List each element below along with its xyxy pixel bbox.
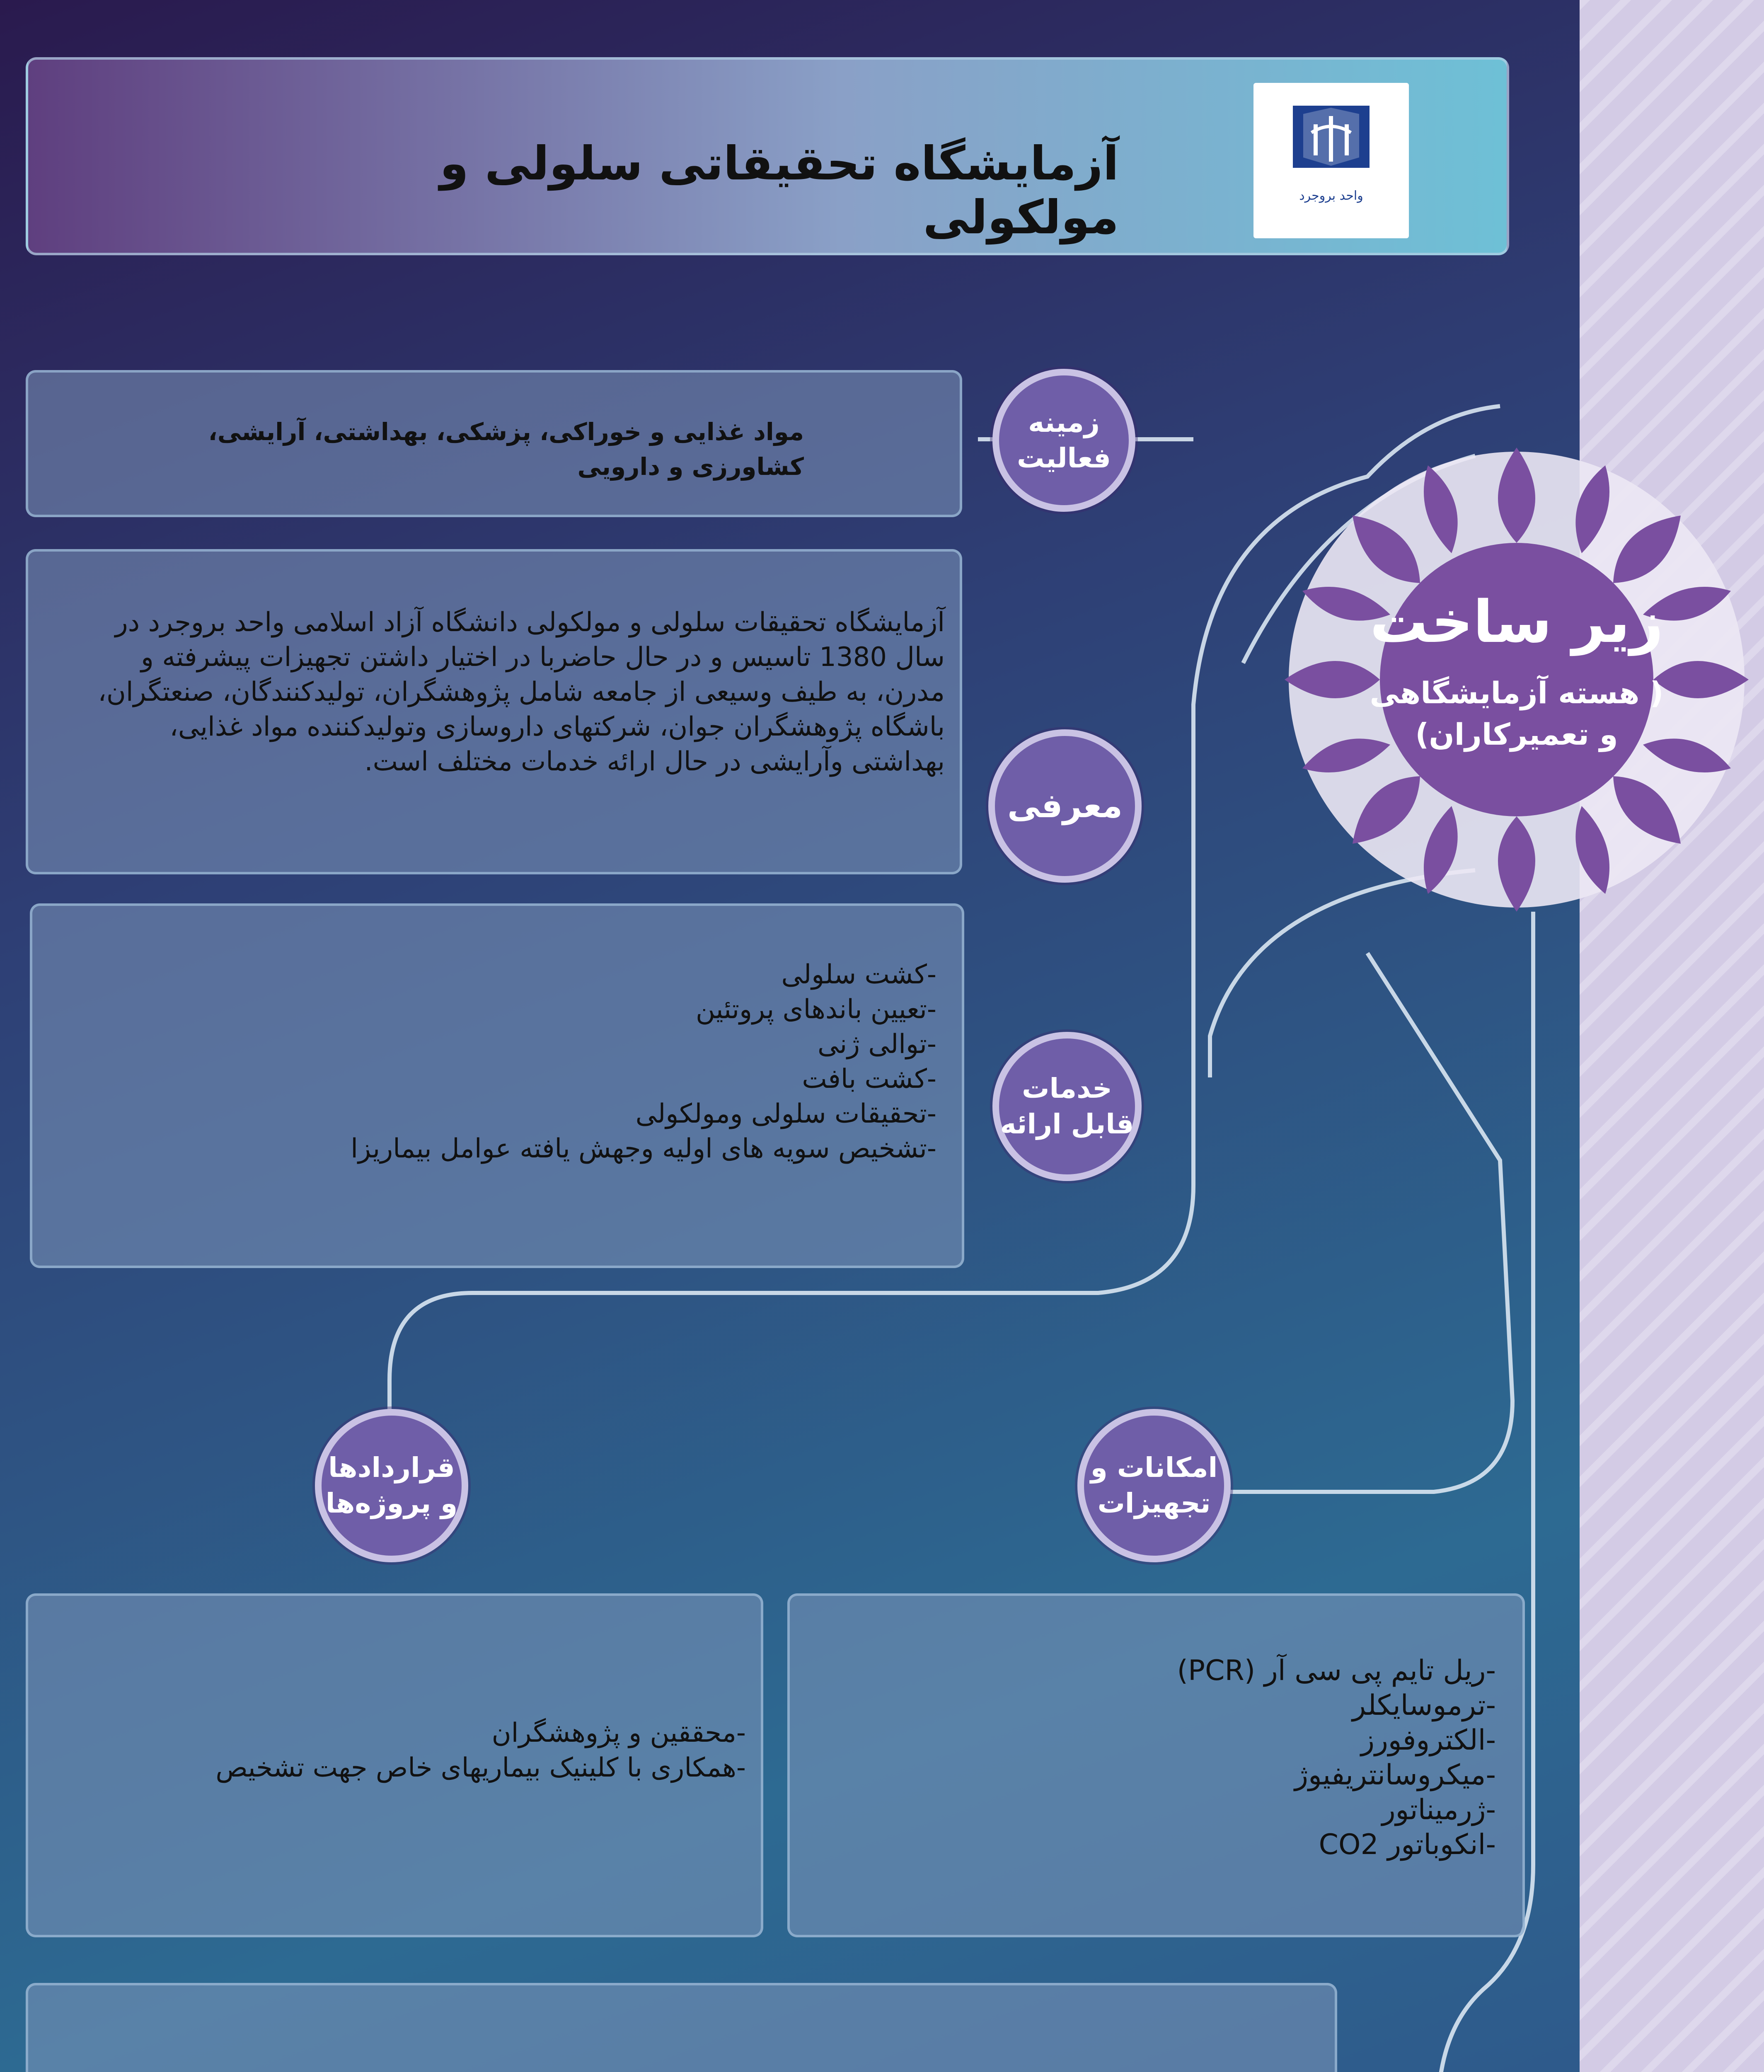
list-item: -تعیین باندهای پروتئین [695, 994, 936, 1025]
university-emblem-icon [1253, 83, 1409, 238]
contracts-list [124, 1716, 746, 1785]
list-item: -ژرمیناتور [1382, 1794, 1496, 1826]
list-item: -تحقیقات سلولی ومولکولی [635, 1099, 936, 1129]
contracts-bubble: قراردادها و پروژه‌ها [315, 1409, 468, 1562]
infrastructure-flower [1268, 431, 1764, 928]
field-bubble: زمینه فعالیت [992, 369, 1135, 512]
flower-title: زیر ساخت [1370, 588, 1664, 656]
list-item: -محققین و پژوهشگران [491, 1718, 746, 1748]
list-item: -توالی ژنی [818, 1029, 936, 1060]
list-item: -ترموسایکلر [1352, 1689, 1496, 1722]
list-item: -میکروسانتریفیوژ [1295, 1759, 1496, 1791]
page-title: آزمایشگاه تحقیقاتی سلولی و مولکولی [440, 137, 1119, 244]
services-bubble: خدمات قابل ارائه [992, 1032, 1142, 1181]
services-list [124, 957, 936, 1166]
list-item: -کشت بافت [802, 1064, 936, 1094]
intro-text: آزمایشگاه تحقیقات سلولی و مولکولی دانشگاه آزاد اسلامی واحد بروجرد در سال 1380 تاسیس و در حال حاضربا در اختیار داشتن تجهیزات پیشرفته و مدرن، به طیف وسیعی از جامعه شامل پژوهشگران، تولیدکنندگان، صنعتگران، باشگاه پژوهشگران جوان، شرکتهای داروسازی وتولیدکننده مواد غذایی، بهداشتی وآرایشی در حال ارائه خدمات مختلف است. [98, 607, 945, 777]
university-logo [1253, 83, 1409, 238]
list-item: -همکاری با کلینیک بیماریهای خاص جهت تشخیص [215, 1752, 746, 1783]
list-item: -ریل تایم پی سی آر (PCR) [1177, 1654, 1496, 1687]
equipment-list [829, 1653, 1496, 1862]
logo-caption: واحد بروجرد [1299, 189, 1363, 203]
flower-subtitle-1: ( هسته آزمایشگاهی [1370, 675, 1664, 710]
licenses-panel [26, 1983, 1337, 2072]
list-item: -کشت سلولی [781, 959, 936, 990]
list-item: -تشخیص سویه های اولیه وجهش یافته عوامل بیماریزا [351, 1133, 936, 1164]
flower-subtitle-2: و تعمیرکاران) [1415, 717, 1618, 752]
field-text: مواد غذایی و خوراکی، پزشکی، بهداشتی، آرایشی، کشاورزی و دارویی [208, 418, 804, 481]
equipment-bubble: امکانات و تجهیزات [1077, 1409, 1231, 1562]
list-item: -الکتروفورز [1361, 1724, 1496, 1757]
list-item: -انکوباتور CO2 [1319, 1828, 1496, 1861]
intro-bubble: معرفی [988, 729, 1142, 883]
